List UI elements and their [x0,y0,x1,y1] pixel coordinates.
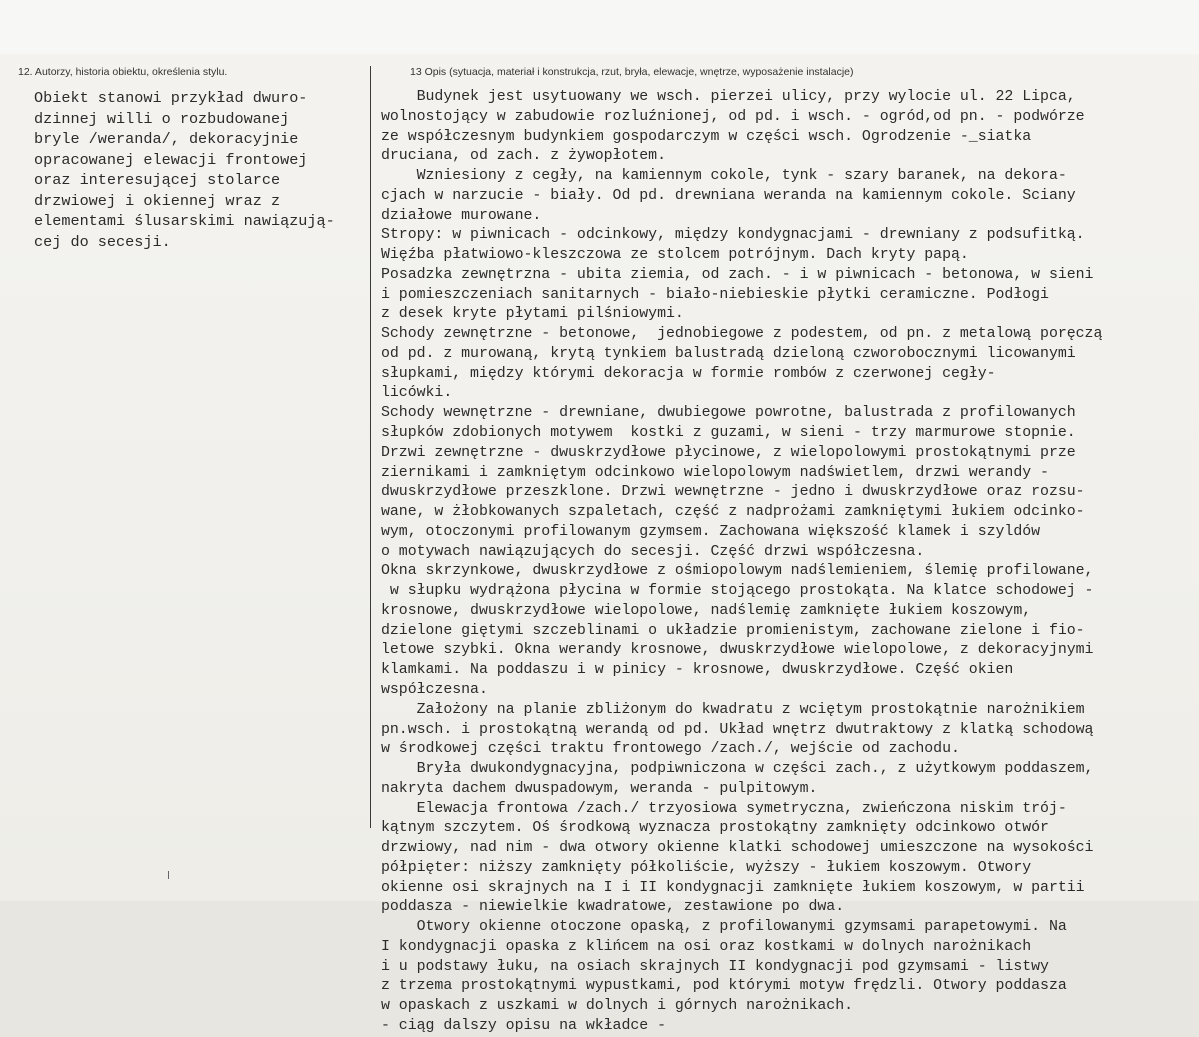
description-text-line: Założony na planie zbliżonym do kwadratu z wciętym prostokątnie narożnikiem [381,701,1085,718]
description-text-line: druciana, od zach. z żywopłotem. [381,148,666,165]
description-text-line: w słupku wydrążona płycina w formie stojącego prostokąta. Na klatce schodowej - [381,583,1094,600]
description-text-line: Stropy: w piwnicach - odcinkowy, między kondygnacjami - drewniany z podsufitką. [381,227,1085,244]
description-text-line: w opaskach z uszkami w dolnych i górnych narożnikach. [381,998,854,1015]
description-text-line: słupkami, między którymi dekoracja w formie rombów z czerwonej cegły- [381,365,996,382]
description-text-line: Schody wewnętrzne - drewniane, dwubiegowe powrotne, balustrada z profilowanych [381,405,1076,422]
history-text-line: oraz interesującej stolarce [34,171,281,189]
description-text-line: i u podstawy łuku, na osiach skrajnych II kondygnacji pod gzymsami - listwy [381,958,1049,975]
description-text-line: Więźba płatwiowo-kleszczowa ze stolcem potrójnym. Dach kryty papą. [381,247,969,264]
description-text-line: wym, otoczonymi profilowanym gzymsem. Zachowana większość klamek i szyldów [381,523,1041,540]
description-text-line: pn.wsch. i prostokątną werandą od pd. Układ wnętrz dwutraktowy z klatką schodową [381,721,1094,738]
description-text-line: klamkami. Na poddaszu i w pinicy - krosnowe, dwuskrzydłowe. Część okien [381,662,1014,679]
description-text-line: Posadzka zewnętrzna - ubita ziemia, od zach. - i w piwnicach - betonowa, w sieni [381,266,1094,283]
description-text-line: Wzniesiony z cegły, na kamiennym cokole, tynk - szary baranek, na dekora- [381,168,1067,185]
description-text-line: drzwiowy, nad nim - dwa otwory okienne klatki schodowej umieszczone na wysokości [381,840,1094,857]
description-text-line: Drzwi zewnętrzne - dwuskrzydłowe płycinowe, z wielopolowymi prostokątnymi prze [381,444,1076,461]
description-text-line: licówki. [381,385,453,402]
description-text-line: Schody zewnętrzne - betonowe, jednobiegowe z podestem, od pn. z metalową poręczą [381,326,1103,343]
description-text-line: ze współczesnym budynkiem gospodarczym w części wsch. Ogrodzenie -_siatka [381,128,1032,145]
history-text-line: Obiekt stanowi przykład dwuro- [34,89,308,107]
history-text-line: dzinnej willi o rozbudowanej [34,109,290,128]
description-text-line: Elewacja frontowa /zach./ trzyosiowa symetryczna, zwieńczona niskim trój- [381,800,1067,817]
description-text-block [381,88,1102,1037]
description-text-line: wane, w żłobkowanych szpaletach, część z nadprożami zamkniętymi łukiem odcinko- [381,504,1085,521]
description-text-line: z trzema prostokątnymi wypustkami, pod którymi motyw frędzli. Otwory poddasza [381,978,1067,995]
description-text-line: o motywach nawiązujących do secesji. Część drzwi współczesna. [381,543,925,560]
description-text-line: z desek kryte płytami pilśniowymi. [381,306,684,323]
column-divider [370,66,371,828]
description-text-line: i pomieszczeniach sanitarnych - biało-niebieskie płytki ceramiczne. Podłogi [381,286,1049,303]
description-text-line: Okna skrzynkowe, dwuskrzydłowe z ośmiopolowym nadślemieniem, ślemię profilowane, [381,563,1094,580]
page-top-margin [0,0,1199,54]
description-text-line: I kondygnacji opaska z klińcem na osi oraz kostkami w dolnych narożnikach [381,938,1032,955]
history-text-block [34,88,335,252]
description-text-line: okienne osi skrajnych na I i II kondygnacji zamknięte łukiem koszowym, w partii [381,879,1085,896]
history-text-line: opracowanej elewacji frontowej [34,150,308,169]
history-text-line: cej do secesji. [34,232,171,251]
description-text-line: słupków zdobionych motywem kostki z guzami, w sieni - trzy marmurowe stopnie. [381,425,1076,442]
description-text-line: Budynek jest usytuowany we wsch. pierzei ulicy, przy wylocie ul. 22 Lipca, [381,89,1076,105]
description-text-line: dwuskrzydłowe przeszklone. Drzwi wewnętrzne - jedno i dwuskrzydłowe oraz rozsu- [381,484,1085,501]
section-13-label: 13 Opis (sytuacja, materiał i konstrukcja, rzut, bryła, elewacje, wnętrze, wyposażenie instalacje) [410,66,854,78]
description-text-line: kątnym szczytem. Oś środkową wyznacza prostokątny zamknięty odcinkowo otwór [381,820,1049,837]
description-text-line: współczesna. [381,681,488,698]
history-text-line: elementami ślusarskimi nawiązują- [34,212,335,230]
section-12-label: 12. Autorzy, historia obiektu, określenia stylu. [18,66,228,78]
description-text-line: w środkowej części traktu frontowego /zach./, wejście od zachodu. [381,741,960,758]
description-text-line: nakryta dachem dwuspadowym, weranda - pulpitowym. [381,780,818,797]
description-text-line: Bryła dwukondygnacyjna, podpiwniczona w części zach., z użytkowym poddaszem, [381,761,1094,778]
description-text-line: cjach w narzucie - biały. Od pd. drewniana weranda na kamiennym cokole. Sciany [381,187,1076,204]
page-mark [168,871,169,879]
description-text-line: krosnowe, dwuskrzydłowe wielopolowe, nadślemię zamknięte łukiem koszowym, [381,602,1032,619]
history-text-line: bryle /weranda/, dekoracyjnie [34,130,299,148]
description-text-line: działowe murowane. [381,207,542,224]
description-text-line: ziernikami i zamkniętym odcinkowo wielopolowym nadświetlem, drzwi werandy - [381,464,1049,481]
description-text-line: Otwory okienne otoczone opaską, z profilowanymi gzymsami parapetowymi. Na [381,919,1067,936]
description-text-line: letowe szybki. Okna werandy krosnowe, dwuskrzydłowe wielopolowe, z dekoracyjnymi [381,642,1094,659]
description-text-line: dzielone giętymi szczeblinami o układzie promienistym, zachowane zielone i fio- [381,622,1085,639]
description-text-line: - ciąg dalszy opisu na wkładce - [381,1017,666,1034]
history-text-line: drzwiowej i okiennej wraz z [34,191,281,210]
description-text-line: poddasza - niewielkie kwadratowe, zestawione po dwa. [381,899,845,916]
description-text-line: wolnostojący w zabudowie rozluźnionej, od pd. i wsch. - ogród,od pn. - podwórze [381,108,1085,125]
description-text-line: półpięter: niższy zamknięty półkoliście, wyższy - łukiem koszowym. Otwory [381,859,1032,876]
description-text-line: od pd. z murowaną, krytą tynkiem balustradą dzieloną czworobocznymi licowanymi [381,345,1076,362]
